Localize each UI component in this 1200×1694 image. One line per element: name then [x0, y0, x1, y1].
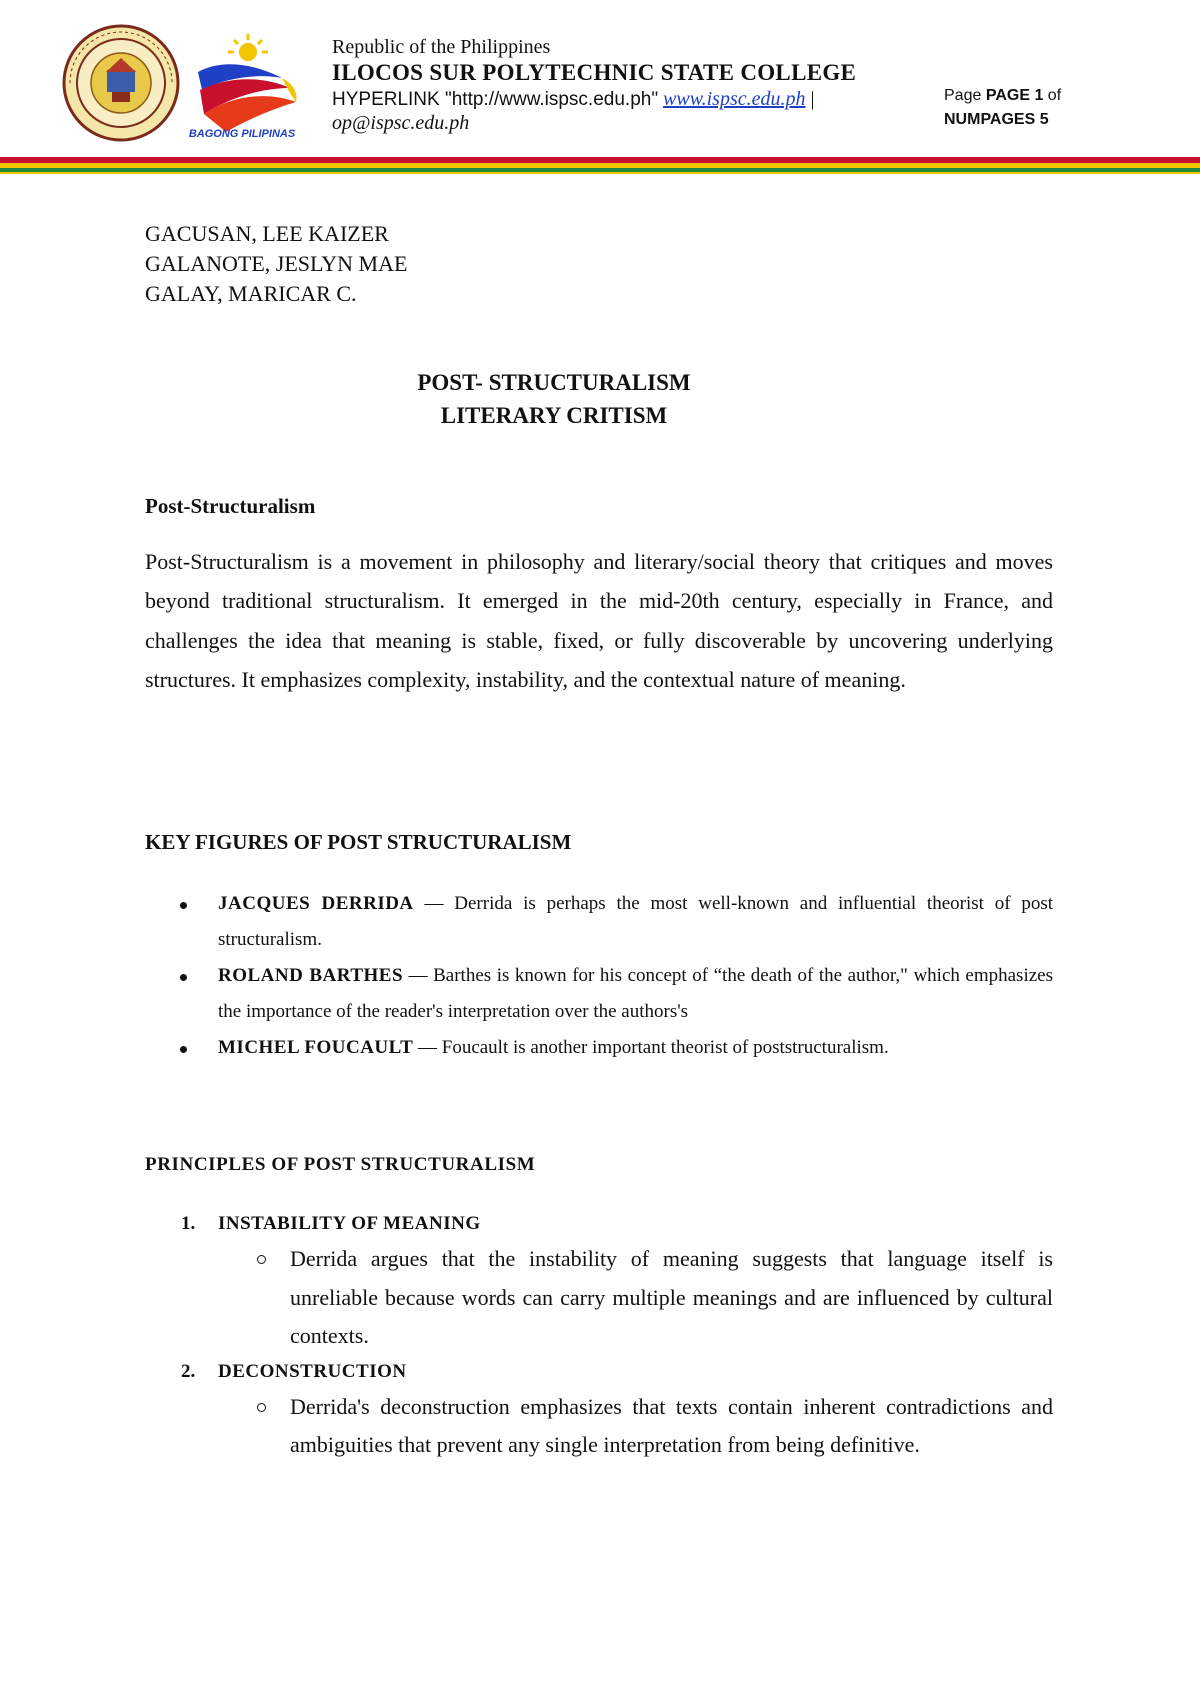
website-link[interactable]: www.ispsc.edu.ph: [663, 88, 806, 110]
list-number: 2.: [181, 1360, 196, 1382]
email-address: op@ispsc.edu.ph: [332, 112, 470, 134]
section-heading-principles: PRINCIPLES OF POST STRUCTURALISM: [145, 1154, 536, 1175]
bullet-icon: [180, 1046, 187, 1053]
section-heading-key-figures: KEY FIGURES OF POST STRUCTURALISM: [145, 830, 572, 854]
principle-detail: [218, 1388, 1053, 1465]
author-list: [145, 219, 407, 309]
page-field: PAGE: [985, 87, 1030, 104]
principle-detail-text: Derrida argues that the instability of meaning suggests that language itself is unreliable because words can carry multiple meanings and are influenced by cultural contexts.: [290, 1246, 1053, 1348]
definition-paragraph: Post-Structuralism is a movement in philosophy and literary/social theory that critiques and moves beyond traditional structuralism. It emerged in the mid-20th century, especially in France, and challenges the idea that meaning is stable, fixed, or fully discoverable by uncovering underlying structures. It emphasizes complexity, instability, and the contextual nature of meaning.: [145, 549, 1053, 692]
header-stripe-yellow-thin: [0, 172, 1200, 174]
college-name: ILOCOS SUR POLYTECHNIC STATE COLLEGE: [332, 60, 857, 85]
figure-name: ROLAND BARTHES: [218, 965, 404, 986]
separator: |: [810, 88, 815, 110]
list-number: 1.: [181, 1213, 196, 1234]
section-heading-post-structuralism: Post-Structuralism: [145, 494, 316, 518]
principle-title: DECONSTRUCTION: [218, 1360, 407, 1382]
list-item: [145, 958, 1053, 1030]
republic-label: Republic of the Philippines: [332, 36, 551, 58]
list-item: [145, 1208, 1053, 1356]
bullet-icon: [180, 902, 187, 909]
of-word: of: [1047, 87, 1062, 104]
numpages-field: NUMPAGES: [944, 111, 1036, 128]
title-line-2: LITERARY CRITISM: [440, 403, 668, 428]
author-name: GALANOTE, JESLYN MAE: [145, 251, 408, 276]
figure-description: — Barthes is known for his concept of “the death of the author," which emphasizes the importance of the reader's interpretation over the authors's: [218, 965, 1053, 1022]
figure-name: MICHEL FOUCAULT: [218, 1037, 414, 1058]
key-figures-list: [145, 886, 1053, 1066]
hyperlink-field-code: HYPERLINK "http://www.ispsc.edu.ph": [332, 89, 659, 110]
list-item: [145, 1030, 1053, 1066]
page-word: Page: [944, 87, 982, 104]
college-seal-logo: [62, 24, 180, 142]
list-item: [145, 886, 1053, 958]
figure-name: JACQUES DERRIDA: [218, 893, 414, 914]
hollow-bullet-icon: [257, 1403, 266, 1412]
numpages-value: 5: [1039, 111, 1049, 128]
document-title: [0, 366, 1108, 432]
flag-caption: BAGONG PILIPINAS: [188, 128, 296, 140]
bullet-icon: [180, 974, 187, 981]
figure-description: — Derrida is perhaps the most well-known and influential theorist of post structuralism.: [218, 893, 1054, 950]
author-name: GALAY, MARICAR C.: [145, 281, 357, 306]
title-line-1: POST- STRUCTURALISM: [417, 370, 691, 395]
author-name: GACUSAN, LEE KAIZER: [145, 221, 389, 246]
figure-description: — Foucault is another important theorist of poststructuralism.: [413, 1037, 889, 1058]
hollow-bullet-icon: [257, 1255, 266, 1264]
page-number: 1: [1034, 87, 1044, 104]
principle-detail: [218, 1240, 1053, 1356]
page-number-field: [944, 84, 1061, 132]
principle-title: INSTABILITY OF MEANING: [218, 1213, 481, 1234]
list-item: [145, 1356, 1053, 1465]
principles-list: [145, 1208, 1053, 1465]
website-line: [332, 88, 815, 111]
principle-detail-text: Derrida's deconstruction emphasizes that texts contain inherent contradictions and ambiguities that prevent any single interpretation from being definitive.: [290, 1393, 1053, 1457]
